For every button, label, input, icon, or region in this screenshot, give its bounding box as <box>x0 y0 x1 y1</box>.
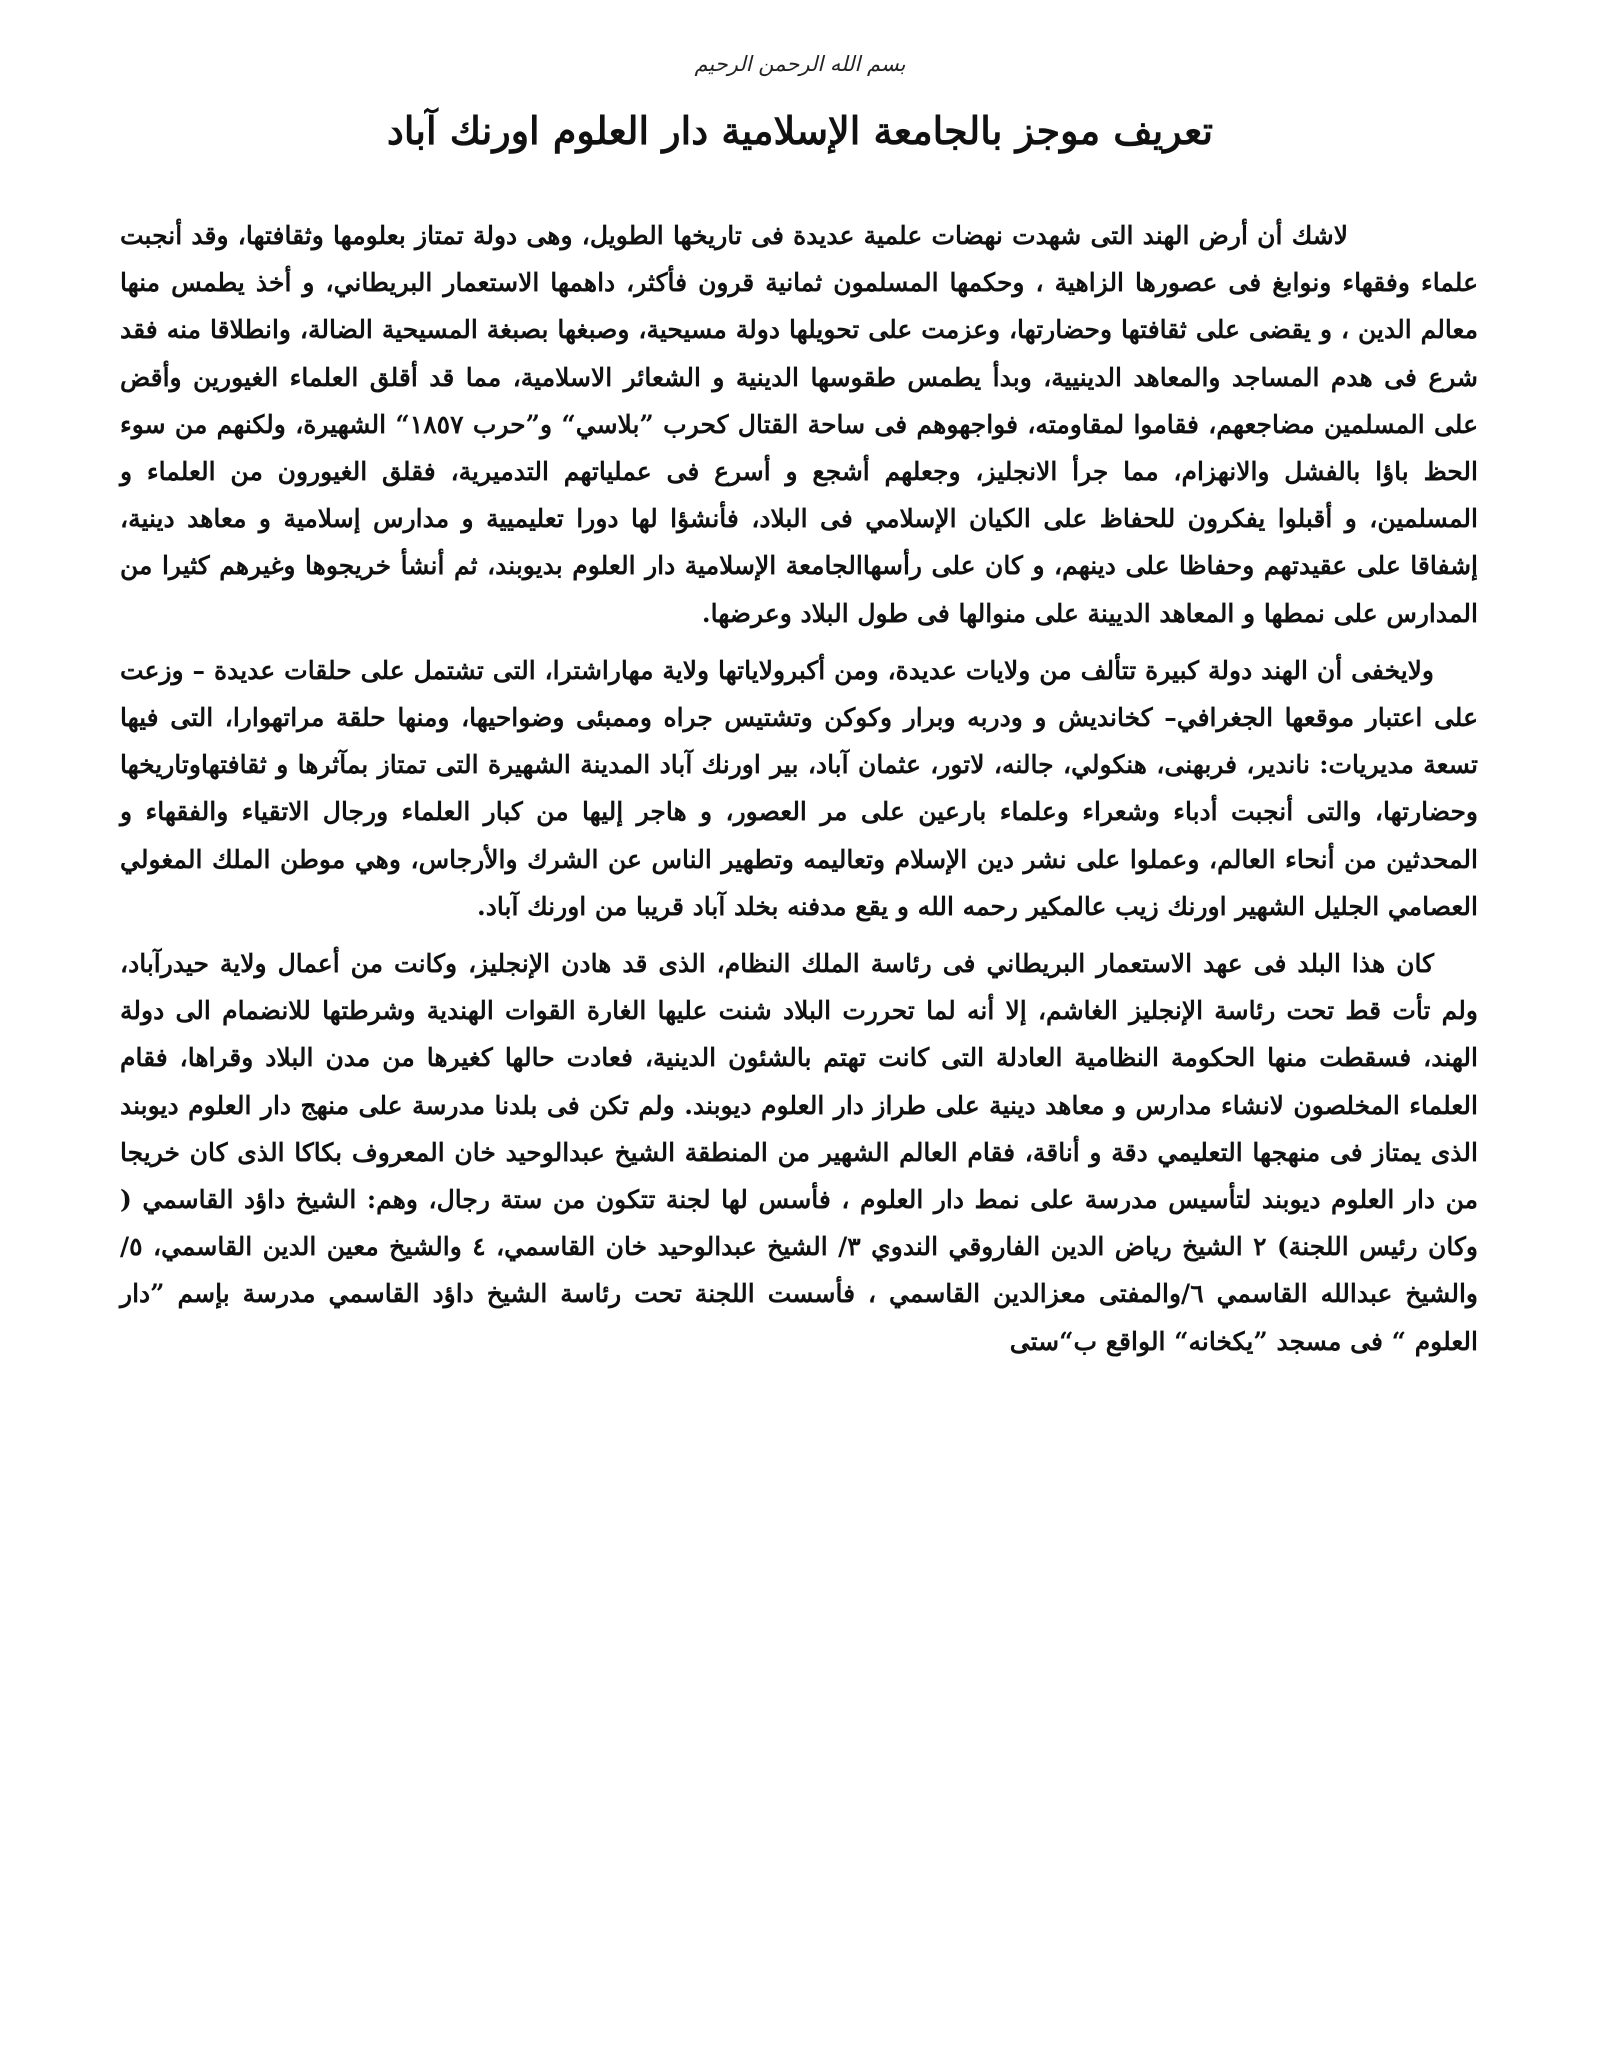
paragraph-2: ولايخفى أن الهند دولة كبيرة تتألف من ولايات عديدة، ومن أكبرولاياتها ولاية مهاراشترا، التى تشتمل على حلقات عديدة – وزعت على اعتبار موقعها الجغرافي– كخانديش و ودربه وبرار وكوكن وتشتيس جراه وممبئى وضواحيها، ومنها حلقة مراتهوارا، التى فيها تسعة مديريات: ناندير، فربهنى، هنكولي، جالنه، لاتور، عثمان آباد، بير اورنك آباد المدينة الشهيرة التى تمتاز بمآثرها و ثقافتهاوتاريخها وحضارتها، والتى أنجبت أدباء وشعراء وعلماء بارعين على مر العصور، و هاجر إليها من كبار العلماء ورجال الاتقياء والفقهاء و المحدثين من أنحاء العالم، وعملوا على نشر دين الإسلام وتعاليمه وتطهير الناس عن الشرك والأرجاس، وهي موطن الملك المغولي العصامي الجليل الشهير اورنك زيب عالمكير رحمه الله و يقع مدفنه بخلد آباد قريبا من اورنك آباد. <box>120 655 1478 921</box>
paragraph-3: كان هذا البلد فى عهد الاستعمار البريطاني فى رئاسة الملك النظام، الذى قد هادن الإنجليز، وكانت من أعمال ولاية حيدرآباد، ولم تأت قط تحت رئاسة الإنجليز الغاشم، إلا أنه لما تحررت البلاد شنت عليها الغارة القوات الهندية وشرطتها للانضمام الى دولة الهند، فسقطت منها الحكومة النظامية العادلة التى كانت تهتم بالشئون الدينية، فعادت حالها كغيرها من مدن البلاد وقراها، فقام العلماء المخلصون لانشاء مدارس و معاهد دينية على طراز دار العلوم ديوبند. ولم تكن فى بلدنا مدرسة على منهج دار العلوم ديوبند الذى يمتاز فى منهجها التعليمي دقة و أناقة، فقام العالم الشهير من المنطقة الشيخ عبدالوحيد خان المعروف بكاكا الذى كان خريجا من دار العلوم ديوبند لتأسيس مدرسة على نمط دار العلوم ، فأسس لها لجنة تتكون من ستة رجال، وهم: الشيخ داؤد القاسمي ( وكان رئيس اللجنة) ٢ الشيخ رياض الدين الفاروقي الندوي ٣/ الشيخ عبدالوحيد خان القاسمي، ٤ والشيخ معين الدين القاسمي، ٥/والشيخ عبدالله القاسمي ٦/والمفتى معزالدين القاسمي ، فأسست اللجنة تحت رئاسة الشيخ داؤد القاسمي مدرسة بإسم ”دار العلوم “ فى مسجد ”يكخانه“ الواقع ب“ستى <box>120 949 1479 1356</box>
document-title: تعريف موجز بالجامعة الإسلامية دار العلوم اورنك آباد <box>386 108 1214 153</box>
document-body <box>120 212 1478 1375</box>
paragraph-1: لاشك أن أرض الهند التى شهدت نهضات علمية عديدة فى تاريخها الطويل، وهى دولة تمتاز بعلومها وثقافتها، وقد أنجبت علماء وفقهاء ونوابغ فى عصورها الزاهية ، وحكمها المسلمون ثمانية قرون فأكثر، داهمها الاستعمار البريطاني، و أخذ يطمس منها معالم الدين ، و يقضى على ثقافتها وحضارتها، وعزمت على تحويلها دولة مسيحية، وصبغها بصبغة المسيحية الضالة، وانطلاقا منه فقد شرع فى هدم المساجد والمعاهد الدينيية، وبدأ يطمس طقوسها الدينية و الشعائر الاسلامية، مما قد أقلق العلماء الغيورين وأقض على المسلمين مضاجعهم، فقاموا لمقاومته، فواجهوهم فى ساحة القتال كحرب ”بلاسي“ و”حرب ١٨٥٧“ الشهيرة، ولكنهم من سوء الحظ باؤا بالفشل والانهزام، مما جرأ الانجليز، وجعلهم أشجع و أسرع فى عملياتهم التدميرية، فقلق الغيورون من العلماء و المسلمين، و أقبلوا يفكرون للحفاظ على الكيان الإسلامي فى البلاد، فأنشؤا لها دورا تعليميية و مدارس إسلامية و معاهد دينية، إشفاقا على عقيدتهم وحفاظا على دينهم، و كان على رأسهاالجامعة الإسلامية دار العلوم بديوبند، ثم أنشأ خريجوها وغيرهم كثيرا من المدارس على نمطها و المعاهد الديينة على منوالها فى طول البلاد وعرضها. <box>120 221 1478 628</box>
basmala: بسم الله الرحمن الرحيم <box>694 52 906 76</box>
